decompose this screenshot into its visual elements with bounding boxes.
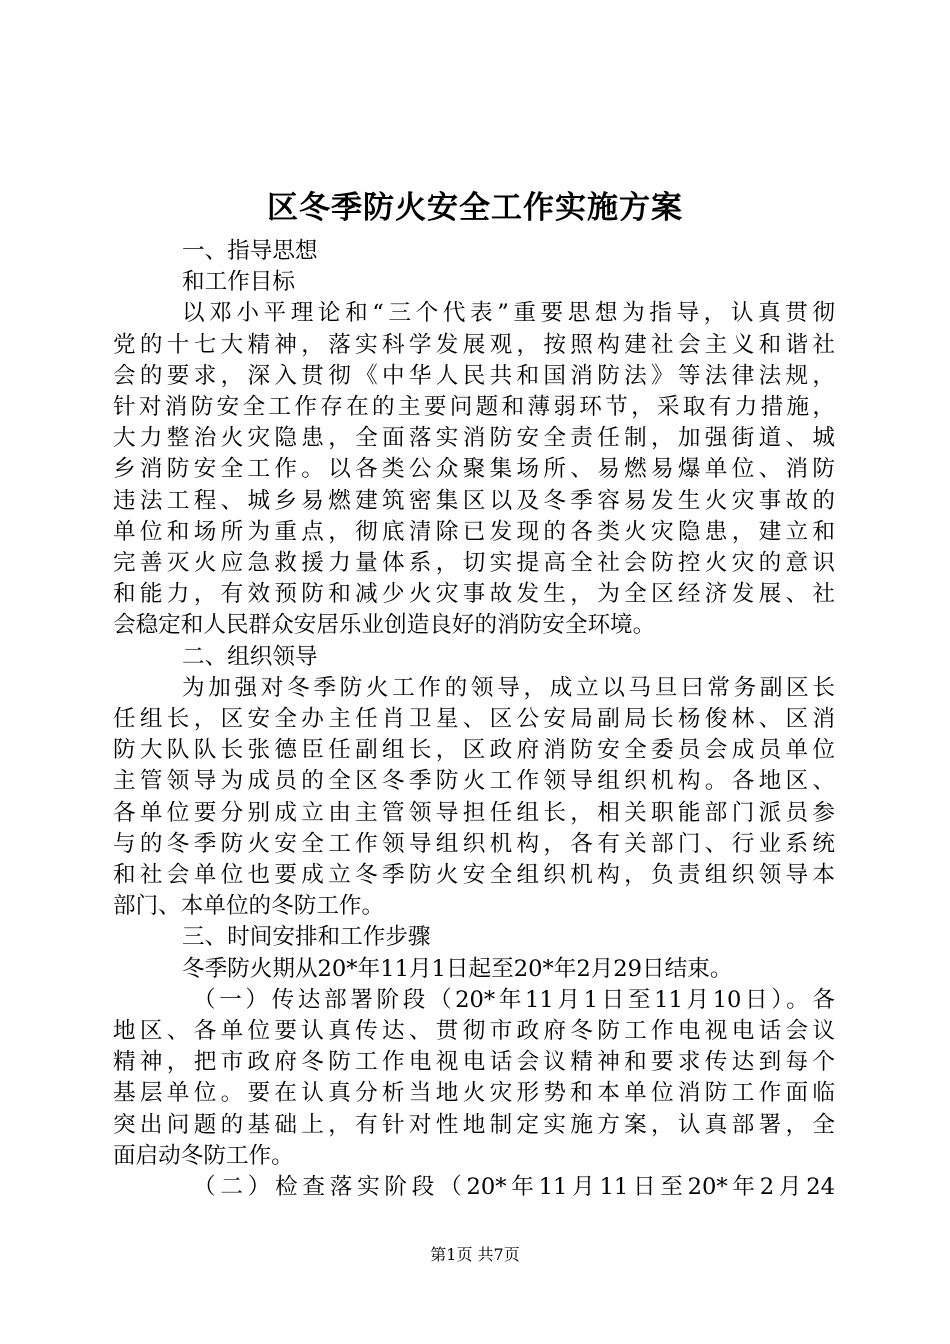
text-line: 面启动冬防工作。 bbox=[113, 1142, 294, 1169]
text-line: 二、组织领导 bbox=[182, 643, 318, 670]
text-line: 会稳定和人民群众安居乐业创造良好的消防安全环境。 bbox=[113, 612, 656, 639]
text-line: 冬季防火期从20*年11月1日起至20*年2月29日结束。 bbox=[182, 955, 733, 982]
text-line: 与的冬季防火安全工作领导组织机构，各有关部门、行业系统 bbox=[113, 830, 835, 857]
text-line: 乡消防安全工作。以各类公众聚集场所、易燃易爆单位、消防 bbox=[113, 456, 835, 483]
text-line: 防大队队长张德臣任副组长，区政府消防安全委员会成员单位 bbox=[113, 737, 835, 764]
text-line: 针对消防安全工作存在的主要问题和薄弱环节，采取有力措施， bbox=[113, 394, 835, 421]
text-line: （一）传达部署阶段（20*年11月1日至11月10日）。各 bbox=[193, 986, 835, 1013]
text-line: 以邓小平理论和“三个代表”重要思想为指导，认真贯彻 bbox=[182, 300, 835, 327]
page-footer: 第1页 共7页 bbox=[430, 1245, 520, 1264]
text-line: 为加强对冬季防火工作的领导，成立以马旦曰常务副区长 bbox=[182, 674, 835, 701]
text-line: 突出问题的基础上，有针对性地制定实施方案，认真部署，全 bbox=[113, 1111, 835, 1138]
text-line: 违法工程、城乡易燃建筑密集区以及冬季容易发生火灾事故的 bbox=[113, 487, 835, 514]
text-line: 一、指导思想 bbox=[182, 238, 318, 264]
document-title: 区冬季防火安全工作实施方案 bbox=[267, 190, 683, 226]
text-line: 任组长，区安全办主任肖卫星、区公安局副局长杨俊林、区消 bbox=[113, 706, 835, 733]
text-line: 和能力，有效预防和减少火灾事故发生，为全区经济发展、社 bbox=[113, 581, 835, 608]
text-line: （二）检查落实阶段（20*年11月11日至20*年2月24 bbox=[193, 1174, 835, 1201]
text-line: 地区、各单位要认真传达、贯彻市政府冬防工作电视电话会议 bbox=[113, 1018, 835, 1045]
text-line: 和社会单位也要成立冬季防火安全组织机构，负责组织领导本 bbox=[113, 862, 835, 889]
text-line: 各单位要分别成立由主管领导担任组长，相关职能部门派员参 bbox=[113, 799, 835, 826]
text-line: 会的要求，深入贯彻《中华人民共和国消防法》等法律法规， bbox=[113, 362, 835, 389]
text-line: 大力整治火灾隐患，全面落实消防安全责任制，加强街道、城 bbox=[113, 425, 835, 452]
text-line: 精神，把市政府冬防工作电视电话会议精神和要求传达到每个 bbox=[113, 1049, 835, 1076]
text-line: 完善灭火应急救援力量体系，切实提高全社会防控火灾的意识 bbox=[113, 550, 835, 577]
text-line: 党的十七大精神，落实科学发展观，按照构建社会主义和谐社 bbox=[113, 331, 835, 358]
document-body bbox=[113, 236, 835, 1203]
text-line: 三、时间安排和工作步骤 bbox=[182, 924, 431, 951]
text-line: 单位和场所为重点，彻底清除已发现的各类火灾隐患，建立和 bbox=[113, 518, 835, 545]
text-line: 部门、本单位的冬防工作。 bbox=[113, 893, 385, 920]
text-line: 和工作目标 bbox=[182, 269, 295, 296]
text-line: 主管领导为成员的全区冬季防火工作领导组织机构。各地区、 bbox=[113, 768, 835, 795]
text-line: 基层单位。要在认真分析当地火灾形势和本单位消防工作面临 bbox=[113, 1080, 835, 1107]
